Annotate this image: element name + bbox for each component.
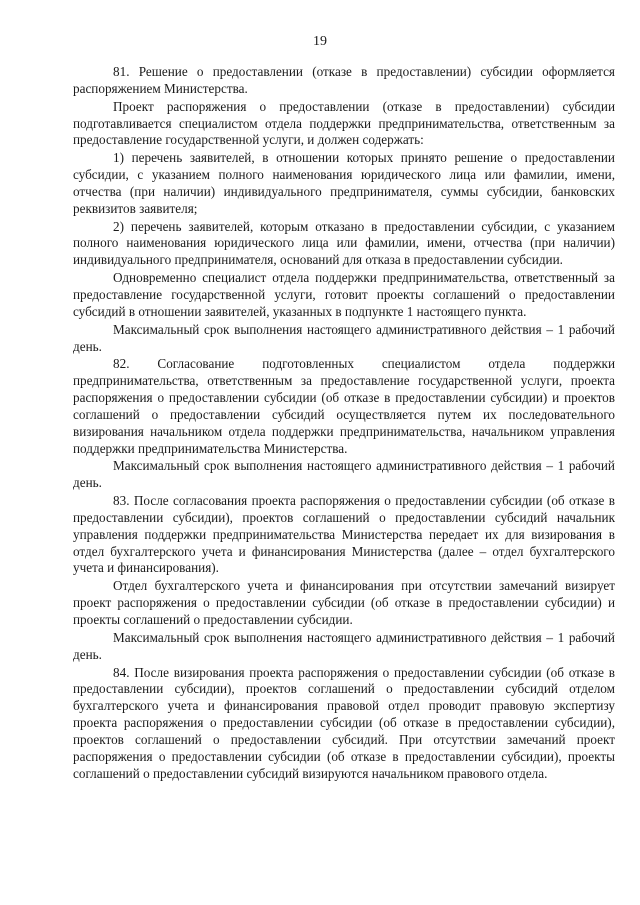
document-body [73, 64, 615, 783]
paragraph-83-accounting: Отдел бухгалтерского учета и финансирования при отсутствии замечаний визирует проект распоряжения о предоставлении субсидии (об отказе в предоставлении субсидии) и проекты соглашений о предоставлении субсидии. [73, 578, 615, 627]
paragraph-81: 81. Решение о предоставлении (отказе в предоставлении) субсидии оформляется распоряжением Министерства. [73, 64, 615, 96]
paragraph-81-deadline: Максимальный срок выполнения настоящего административного действия – 1 рабочий день. [73, 321, 615, 354]
page-number: 19 [313, 34, 327, 49]
paragraph-81-agreements: Одновременно специалист отдела поддержки предпринимательства, ответственный за предоставление государственной услуги, готовит проекты соглашений о предоставлении субсидий в отношении заявителей, указанных в подпункте 1 настоящего пункта. [73, 270, 615, 319]
paragraph-83-deadline: Максимальный срок выполнения настоящего административного действия – 1 рабочий день. [73, 629, 615, 662]
list-item-1: 1) перечень заявителей, в отношении которых принято решение о предоставлении субсидии, с указанием полного наименования юридического лица или фамилии, имени, отчества (при наличии) индивидуального предпринимателя, суммы субсидии, банковских реквизитов заявителя; [73, 150, 615, 216]
paragraph-82: 82. Согласование подготовленных специалистом отдела поддержки предпринимательства, ответственным за предоставление государственной услуги, проекта распоряжения о предоставлении субсидии (об отказе в предоставлении субсидии) и проектов соглашений о предоставлении субсидий осуществляется путем их последовательного визирования начальником отдела поддержки предпринимательства, начальником управления поддержки предпринимательства Министерства. [73, 356, 615, 456]
paragraph-81-draft: Проект распоряжения о предоставлении (отказе в предоставлении) субсидии подготавливается специалистом отдела поддержки предпринимательства, ответственным за предоставление государственной услуги, и должен содержать: [73, 98, 615, 148]
paragraph-84: 84. После визирования проекта распоряжения о предоставлении субсидии (об отказе в предоставлении субсидии), проектов соглашений о предоставлении субсидий отделом бухгалтерского учета и финансирования правовой отдел проводит правовую экспертизу проекта распоряжения о предоставлении субсидии (об отказе в предоставлении субсидии), проектов соглашений о предоставлении субсидий. При отсутствии замечаний проект распоряжения о предоставлении субсидии (об отказе в предоставлении субсидии), проекты соглашений о предоставлении субсидий визируются начальником правового отдела. [73, 664, 615, 781]
list-item-2: 2) перечень заявителей, которым отказано в предоставлении субсидии, с указанием полного наименования юридического лица или фамилии, имени, отчества (при наличии) индивидуального предпринимателя, оснований для отказа в предоставлении субсидии. [73, 218, 615, 268]
paragraph-82-deadline: Максимальный срок выполнения настоящего административного действия – 1 рабочий день. [73, 458, 615, 491]
paragraph-83: 83. После согласования проекта распоряжения о предоставлении субсидии (об отказе в предоставлении субсидии), проектов соглашений о предоставлении субсидий начальник управления поддержки предпринимательства Министерства передает их для визирования в отдел бухгалтерского учета и финансирования Министерства (далее – отдел бухгалтерского учета и финансирования). [73, 493, 615, 576]
